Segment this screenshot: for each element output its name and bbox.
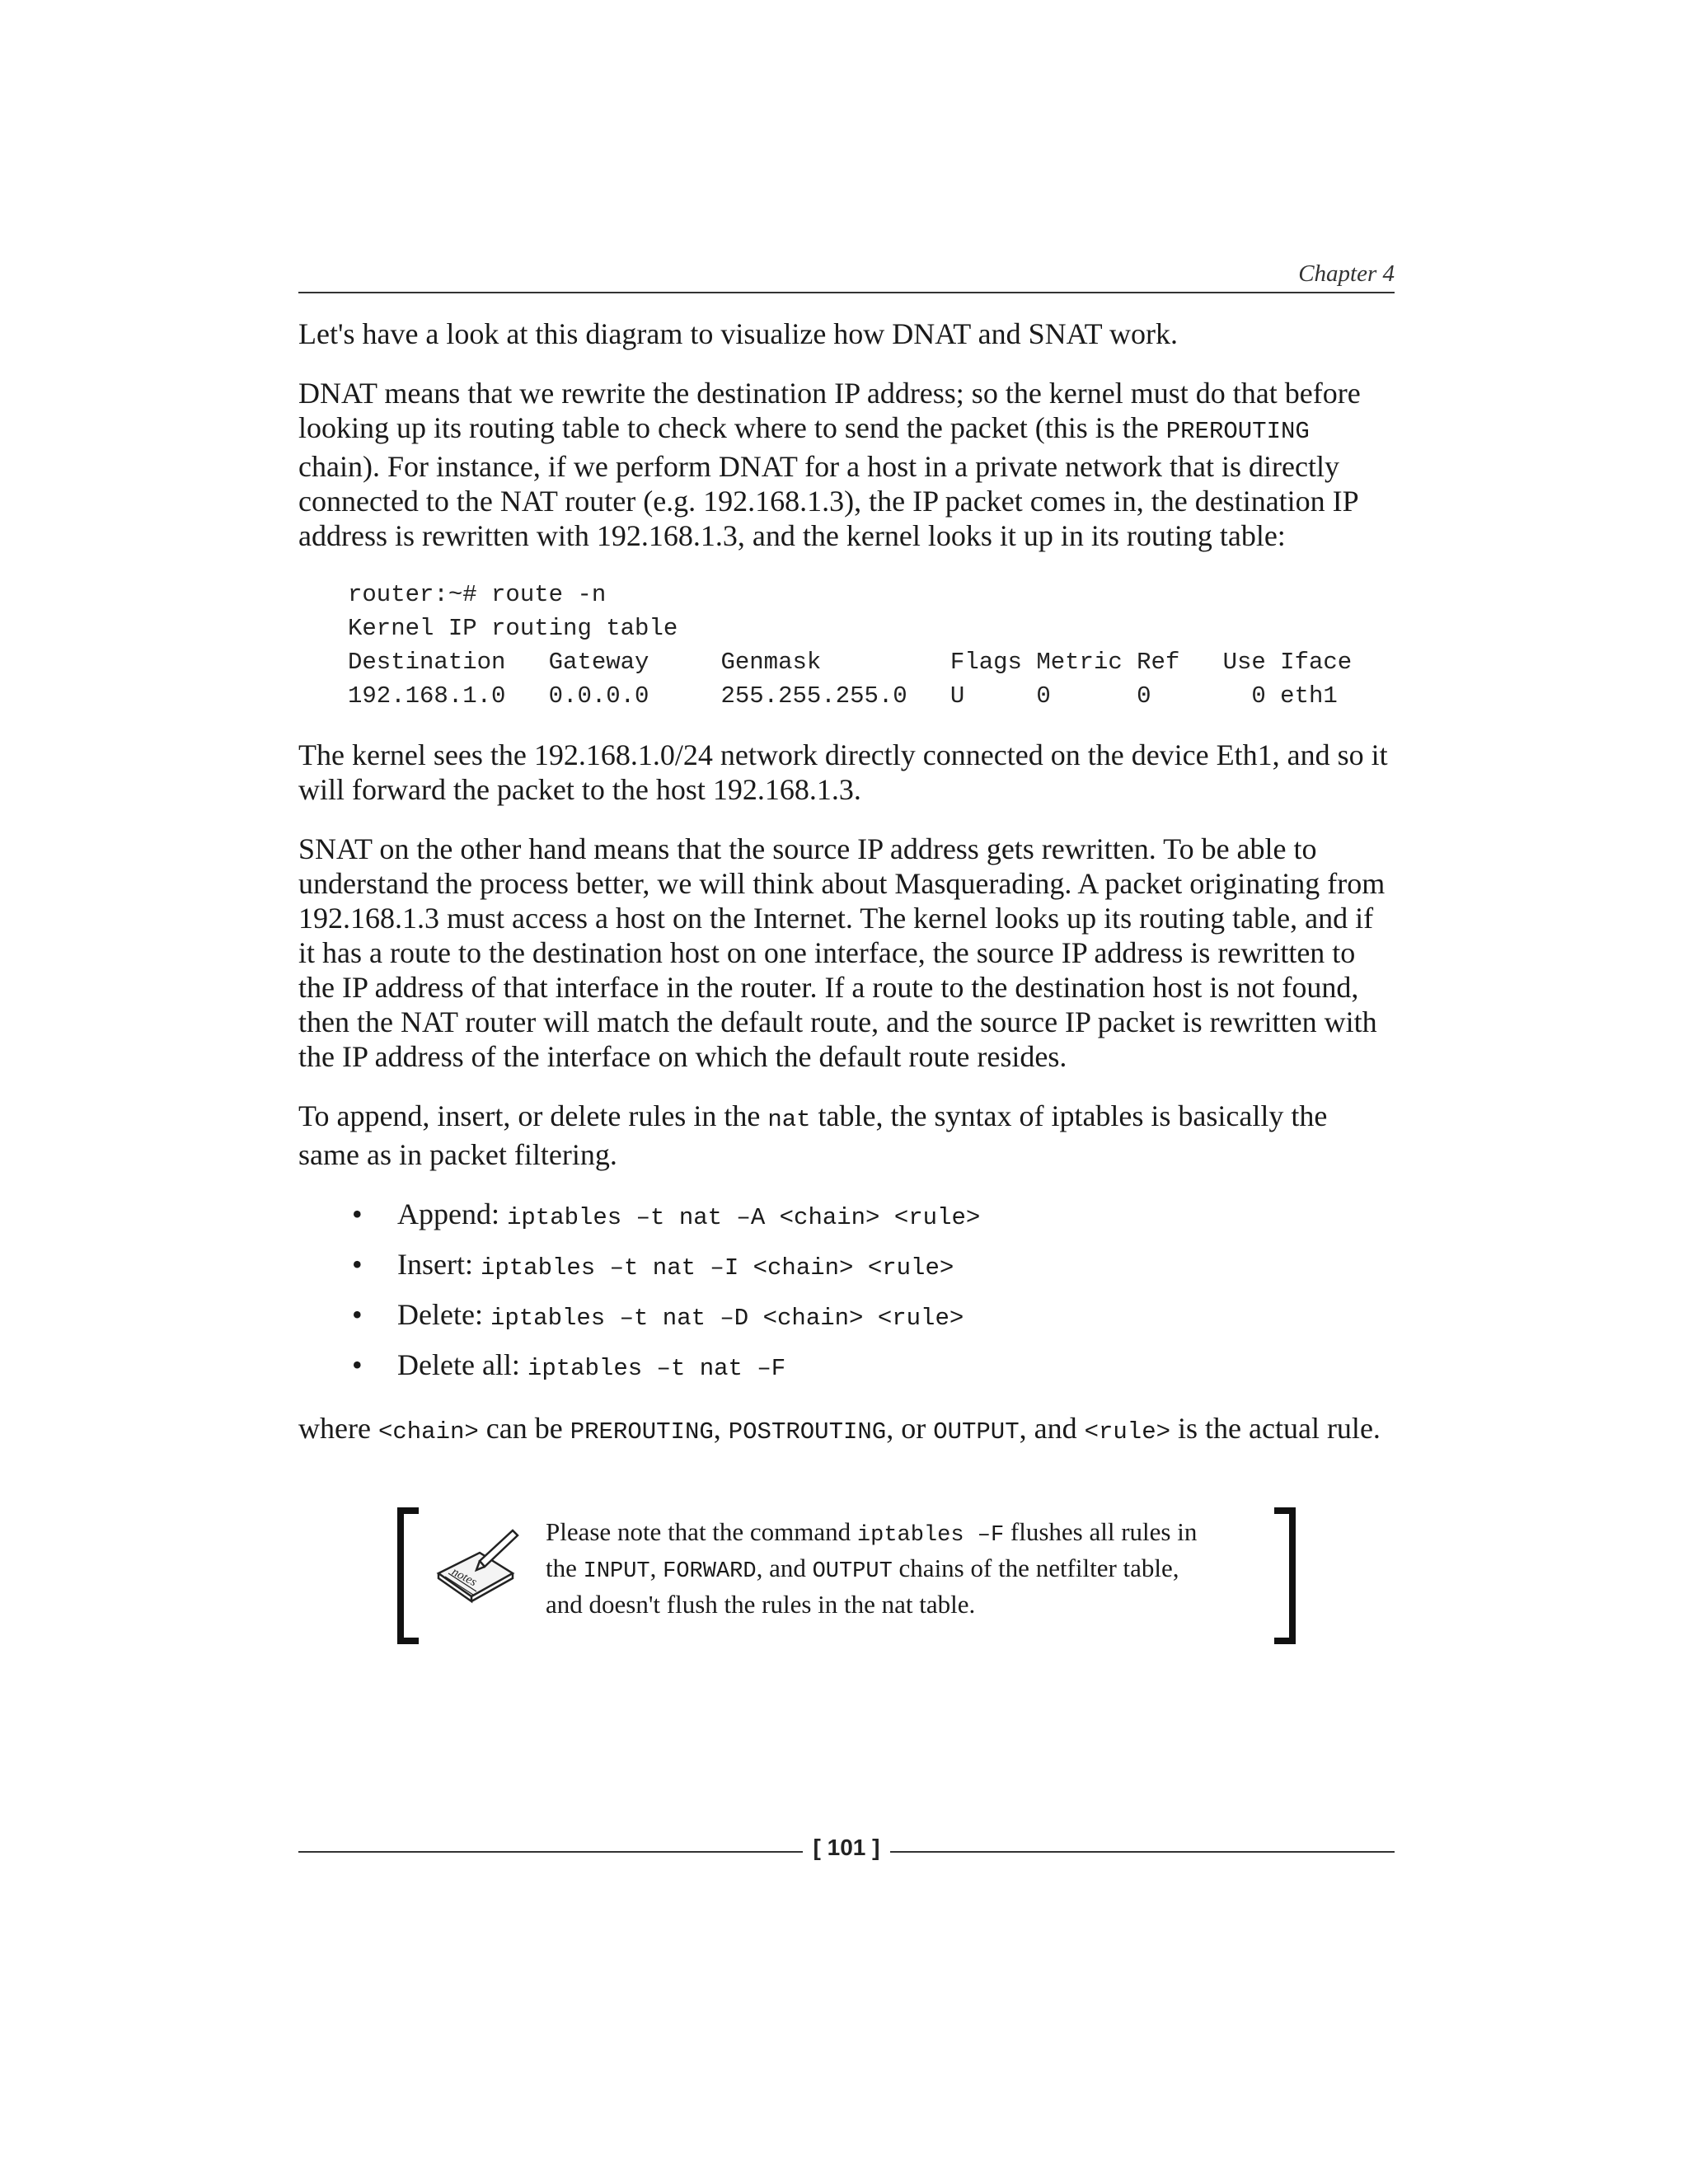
notes-pencil-icon (430, 1524, 521, 1606)
running-head: Chapter 4 (1298, 260, 1395, 287)
inline-code: OUTPUT (812, 1559, 893, 1584)
command-list (298, 1197, 1395, 1386)
bullet-icon: • (352, 1197, 363, 1230)
bullet-icon: • (352, 1348, 363, 1381)
bullet-icon: • (352, 1298, 363, 1331)
inline-code: OUTPUT (933, 1418, 1020, 1446)
code-line: 192.168.1.0 0.0.0.0 255.255.255.0 U 0 0 0 eth1 (348, 682, 1338, 710)
paragraph-dnat: DNAT means that we rewrite the destination IP address; so the kernel must do that before looking up its routing table to check where to send the packet (this is the PREROUTING chain). For instance, if we perform DNAT for a host in a private network that is directly connected to the NAT router (e.g. 192.168.1.3), the IP packet comes in, the destination IP address is rewritten with 192.168.1.3, and the kernel looks it up in its routing table: (298, 377, 1361, 552)
page-body (298, 316, 1395, 1639)
inline-code: PREROUTING (1165, 418, 1310, 445)
inline-code: iptables –t nat –D <chain> <rule> (490, 1305, 964, 1332)
code-line: router:~# route -n (348, 581, 607, 608)
paragraph-snat: SNAT on the other hand means that the source IP address gets rewritten. To be able to understand the process better, we will think about Masquerading. A packet originating from 192.168.1.3 must access a host on the Internet. The kernel looks up its routing table, and if it has a route to the destination host on one interface, the source IP address is rewritten to the IP address of that interface in the router. If a route to the destination host is not found, then the NAT router will match the default route, and the source IP packet is rewritten with the IP address of the interface on which the default route resides. (298, 832, 1386, 1073)
list-item: • Append: iptables –t nat –A <chain> <rule> (352, 1197, 981, 1231)
inline-code: iptables –t nat –A <chain> <rule> (506, 1204, 981, 1231)
paragraph-where: where <chain> can be PREROUTING, POSTROUTING, or OUTPUT, and <rule> is the actual rule. (298, 1412, 1381, 1446)
paragraph-intro: Let's have a look at this diagram to visualize how DNAT and SNAT work. (298, 317, 1178, 350)
inline-code: <chain> (377, 1418, 479, 1446)
header-rule (298, 292, 1395, 293)
left-bracket (397, 1507, 419, 1644)
footer-rule-right (890, 1851, 1395, 1853)
right-bracket (1274, 1507, 1296, 1644)
inline-code: nat (767, 1106, 811, 1133)
inline-code: iptables –t nat –I <chain> <rule> (480, 1254, 954, 1282)
notes-icon-label: notes (449, 1565, 479, 1590)
code-line: Kernel IP routing table (348, 615, 678, 642)
list-item: • Delete: iptables –t nat –D <chain> <rule> (352, 1298, 964, 1332)
inline-code: PREROUTING (570, 1418, 714, 1446)
page-number: [ 101 ] (813, 1835, 880, 1860)
page-footer (298, 1835, 1395, 1868)
inline-code: INPUT (583, 1559, 650, 1584)
bullet-icon: • (352, 1248, 363, 1281)
paragraph-syntax: To append, insert, or delete rules in the nat table, the syntax of iptables is basically the same as in packet filtering. (298, 1099, 1328, 1171)
inline-code: <rule> (1084, 1418, 1171, 1446)
note-callout (397, 1507, 1296, 1639)
paragraph-kernel: The kernel sees the 192.168.1.0/24 network directly connected on the device Eth1, and so it will forward the packet to the host 192.168.1.3. (298, 738, 1388, 806)
note-text: Please note that the command iptables –F flushes all rules in the INPUT, FORWARD, and OUTPUT chains of the netfilter table, and doesn't flush the rules in the nat table. (546, 1517, 1198, 1619)
inline-code: POSTROUTING (728, 1418, 887, 1446)
list-item: • Delete all: iptables –t nat –F (352, 1348, 786, 1382)
inline-code: iptables –F (856, 1523, 1005, 1548)
code-block (348, 578, 1395, 713)
inline-code: iptables –t nat –F (527, 1355, 786, 1382)
inline-code: FORWARD (663, 1559, 757, 1584)
list-item: • Insert: iptables –t nat –I <chain> <rule> (352, 1248, 954, 1282)
code-line: Destination Gateway Genmask Flags Metric Ref Use Iface (348, 649, 1353, 676)
